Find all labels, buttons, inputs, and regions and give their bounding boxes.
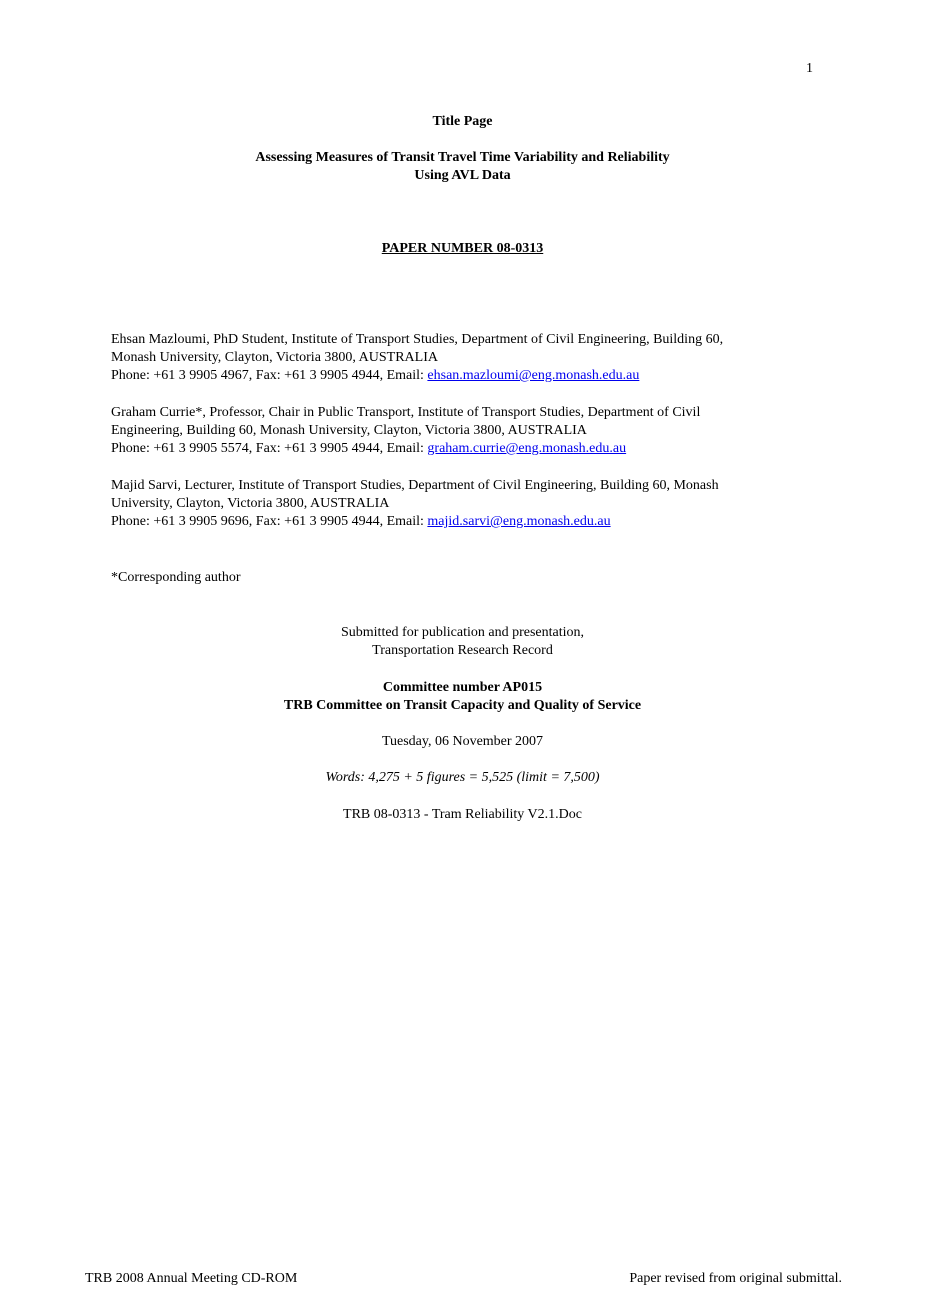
footer-left: TRB 2008 Annual Meeting CD-ROM: [85, 1271, 298, 1286]
paper-number-wrapper: [0, 240, 925, 258]
submission-line-1: Submitted for publication and presentation,: [340, 625, 584, 640]
author-block-mazloumi: [111, 331, 811, 385]
author-affiliation-line-1: Ehsan Mazloumi, PhD Student, Institute of Transport Studies, Department of Civil Engineering, Building 60,: [111, 332, 724, 347]
corresponding-author-note: *Corresponding author: [111, 570, 241, 585]
footer-right: Paper revised from original submittal.: [629, 1271, 842, 1286]
document-file-name: TRB 08-0313 - Tram Reliability V2.1.Doc: [343, 807, 582, 822]
committee-name: TRB Committee on Transit Capacity and Quality of Service: [283, 698, 642, 713]
author-affiliation-line-1: Majid Sarvi, Lecturer, Institute of Transport Studies, Department of Civil Engineering, Building 60, Monash: [111, 478, 719, 493]
committee-number: Committee number AP015: [382, 680, 543, 695]
author-contact-details: Phone: +61 3 9905 4967, Fax: +61 3 9905 4944, Email:: [111, 368, 428, 383]
author-contact-line: [111, 367, 811, 385]
author-email-link[interactable]: majid.sarvi@eng.monash.edu.au: [427, 514, 611, 529]
author-block-currie: [111, 404, 811, 458]
author-affiliation-line-2: Monash University, Clayton, Victoria 3800, AUSTRALIA: [111, 350, 438, 365]
author-contact-details: Phone: +61 3 9905 5574, Fax: +61 3 9905 4944, Email:: [111, 441, 428, 456]
paper-number: PAPER NUMBER 08-0313: [381, 241, 544, 256]
author-contact-line: [111, 513, 811, 531]
author-contact-details: Phone: +61 3 9905 9696, Fax: +61 3 9905 4944, Email:: [111, 514, 428, 529]
author-affiliation-line-2: Engineering, Building 60, Monash University, Clayton, Victoria 3800, AUSTRALIA: [111, 423, 587, 438]
author-email-link[interactable]: graham.currie@eng.monash.edu.au: [427, 441, 627, 456]
paper-title-line-1: Assessing Measures of Transit Travel Time Variability and Reliability: [255, 150, 670, 165]
submission-date: Tuesday, 06 November 2007: [381, 734, 544, 749]
title-page-label: Title Page: [432, 114, 493, 129]
page-number: 1: [806, 61, 813, 76]
author-block-sarvi: [111, 477, 811, 531]
word-count: Words: 4,275 + 5 figures = 5,525 (limit = 7,500): [325, 770, 600, 785]
author-email-link[interactable]: ehsan.mazloumi@eng.monash.edu.au: [427, 368, 640, 383]
paper-title-line-2: Using AVL Data: [414, 168, 511, 183]
author-affiliation-line-1: Graham Currie*, Professor, Chair in Public Transport, Institute of Transport Studies, Department of Civil: [111, 405, 701, 420]
author-affiliation-line-2: University, Clayton, Victoria 3800, AUSTRALIA: [111, 496, 390, 511]
author-contact-line: [111, 440, 811, 458]
submission-line-2: Transportation Research Record: [372, 643, 553, 658]
